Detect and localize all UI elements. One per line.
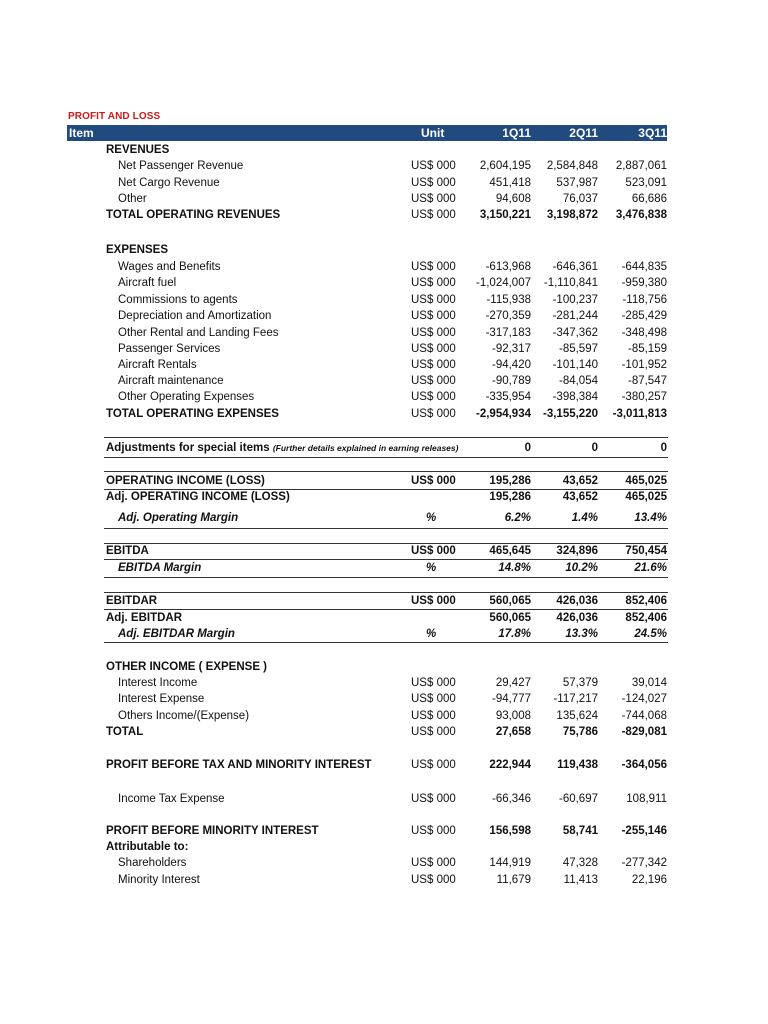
row-2q11: 426,036 [556, 612, 598, 624]
row-unit: US$ 000 [411, 160, 456, 172]
total-row [0, 724, 768, 740]
table-row [0, 325, 768, 341]
row-1q11: 3,150,221 [479, 209, 531, 221]
row-unit: US$ 000 [411, 710, 456, 722]
row-unit: % [426, 562, 437, 574]
row-unit: US$ 000 [411, 545, 456, 557]
adjustments-note: (Further details explained in earning releases) [272, 443, 459, 453]
row-3q11: -744,068 [621, 710, 667, 722]
table-row [0, 675, 768, 691]
row-3q11: 465,025 [625, 491, 667, 503]
row-unit: US$ 000 [411, 677, 456, 689]
row-label: Depreciation and Amortization [118, 310, 272, 322]
row-3q11: -285,429 [621, 310, 667, 322]
row-1q11: 17.8% [498, 628, 531, 640]
row-2q11: 135,624 [556, 710, 598, 722]
profit-before-tax-row [0, 757, 768, 773]
table-row [0, 357, 768, 373]
ebitdar-row [0, 593, 768, 609]
profit-before-minority-row [0, 823, 768, 839]
row-label: Interest Expense [118, 693, 205, 705]
row-3q11: 24.5% [634, 628, 667, 640]
row-1q11: 156,598 [489, 825, 531, 837]
row-1q11: -92,317 [491, 343, 531, 355]
row-3q11: -3,011,813 [612, 408, 667, 420]
row-2q11: 47,328 [562, 857, 598, 869]
row-2q11: 43,652 [562, 475, 598, 487]
row-label: Other [118, 193, 147, 205]
total-row [0, 406, 768, 422]
row-unit: US$ 000 [411, 408, 456, 420]
divider [104, 642, 668, 643]
row-3q11: 465,025 [625, 475, 667, 487]
row-2q11: -117,217 [553, 693, 598, 705]
table-row [0, 708, 768, 724]
row-1q11: 451,418 [489, 177, 531, 189]
row-2q11: -646,361 [552, 261, 598, 273]
row-3q11: 21.6% [634, 562, 667, 574]
row-unit: US$ 000 [411, 277, 456, 289]
row-2q11: 324,896 [556, 545, 598, 557]
row-2q11: 58,741 [562, 825, 598, 837]
table-row [0, 259, 768, 275]
row-label: PROFIT BEFORE TAX AND MINORITY INTEREST [106, 759, 372, 771]
row-1q11: -270,359 [485, 310, 531, 322]
row-unit: US$ 000 [411, 693, 456, 705]
adj-ebitdar-margin-row [0, 626, 768, 642]
table-row [0, 158, 768, 174]
ebitda-margin-row [0, 560, 768, 576]
row-3q11: -829,081 [621, 726, 667, 738]
row-2q11: -347,362 [552, 327, 598, 339]
row-3q11: -364,056 [621, 759, 667, 771]
row-1q11: -2,954,934 [476, 408, 531, 420]
row-1q11: 6.2% [504, 512, 531, 524]
row-1q11: 14.8% [498, 562, 531, 574]
row-2q11: 11,413 [563, 874, 598, 886]
row-2q11: 43,652 [562, 491, 598, 503]
expenses-heading-row [0, 242, 768, 258]
row-unit: % [426, 628, 437, 640]
row-1q11: 29,427 [495, 677, 531, 689]
row-label: PROFIT BEFORE MINORITY INTEREST [106, 825, 319, 837]
divider [104, 457, 668, 458]
header-item: Item [69, 126, 94, 140]
row-3q11: 3,476,838 [615, 209, 667, 221]
row-label: Adj. Operating Margin [118, 512, 239, 524]
row-1q11: 560,065 [489, 595, 531, 607]
row-label: Adj. EBITDAR Margin [118, 628, 235, 640]
row-unit: US$ 000 [411, 327, 456, 339]
attributable-heading: Attributable to: [106, 841, 189, 853]
row-2q11: -398,384 [552, 391, 598, 403]
other-income-heading-row [0, 659, 768, 675]
row-2q11: -3,155,220 [543, 408, 598, 420]
row-2q11: 75,786 [562, 726, 598, 738]
row-label: EBITDA [106, 545, 149, 557]
row-1q11: 11,679 [496, 874, 531, 886]
revenues-heading: REVENUES [106, 144, 170, 156]
row-label: Adj. OPERATING INCOME (LOSS) [106, 491, 290, 503]
row-unit: US$ 000 [411, 261, 456, 273]
row-2q11: 119,438 [557, 759, 598, 771]
row-2q11: 0 [591, 442, 598, 454]
row-3q11: 2,887,061 [615, 160, 667, 172]
row-label: Other Operating Expenses [118, 391, 255, 403]
row-label: Net Passenger Revenue [118, 160, 244, 172]
row-2q11: 57,379 [562, 677, 598, 689]
row-2q11: 1.4% [571, 512, 598, 524]
row-label: Commissions to agents [118, 294, 238, 306]
row-1q11: -317,183 [485, 327, 531, 339]
table-row [0, 691, 768, 707]
row-unit: US$ 000 [411, 759, 456, 771]
row-1q11: 93,008 [495, 710, 531, 722]
row-label: Aircraft maintenance [118, 375, 224, 387]
row-1q11: 0 [524, 442, 531, 454]
divider [104, 471, 668, 472]
row-unit: US$ 000 [411, 391, 456, 403]
row-label: Other Rental and Landing Fees [118, 327, 279, 339]
row-3q11: -348,498 [621, 327, 667, 339]
row-label: Passenger Services [118, 343, 221, 355]
row-unit: % [426, 512, 437, 524]
header-3q11: 3Q11 [638, 126, 667, 140]
row-2q11: -101,140 [552, 359, 598, 371]
row-label: Aircraft fuel [118, 277, 177, 289]
row-3q11: -85,159 [627, 343, 667, 355]
row-2q11: -60,697 [558, 793, 598, 805]
row-3q11: -118,756 [622, 294, 667, 306]
operating-income-row [0, 473, 768, 489]
header-2q11: 2Q11 [569, 126, 598, 140]
divider [104, 528, 668, 529]
row-unit: US$ 000 [411, 793, 456, 805]
row-1q11: 222,944 [489, 759, 531, 771]
table-row [0, 389, 768, 405]
row-unit: US$ 000 [411, 726, 456, 738]
row-label: Wages and Benefits [118, 261, 221, 273]
row-3q11: -255,146 [621, 825, 667, 837]
table-row [0, 341, 768, 357]
table-row [0, 175, 768, 191]
row-3q11: 852,406 [625, 595, 667, 607]
row-label: Net Cargo Revenue [118, 177, 220, 189]
row-unit: US$ 000 [411, 825, 456, 837]
row-2q11: 2,584,848 [546, 160, 598, 172]
row-label: Others Income/(Expense) [118, 710, 250, 722]
row-label: EBITDAR [106, 595, 158, 607]
row-unit: US$ 000 [411, 475, 456, 487]
row-2q11: 13.3% [565, 628, 598, 640]
table-row [0, 275, 768, 291]
row-2q11: 3,198,872 [546, 209, 598, 221]
row-label: Interest Income [118, 677, 198, 689]
row-3q11: 22,196 [631, 874, 667, 886]
adj-ebitdar-row [0, 610, 768, 626]
table-row [0, 872, 768, 888]
row-1q11: -94,777 [491, 693, 531, 705]
table-row [0, 373, 768, 389]
row-1q11: 195,286 [489, 475, 531, 487]
row-1q11: -94,420 [491, 359, 531, 371]
row-3q11: -124,027 [621, 693, 667, 705]
row-3q11: -380,257 [621, 391, 667, 403]
row-label: Aircraft Rentals [118, 359, 197, 371]
row-label: EBITDA Margin [118, 562, 202, 574]
table-row [0, 855, 768, 871]
row-unit: US$ 000 [411, 343, 456, 355]
row-3q11: -959,380 [621, 277, 667, 289]
row-3q11: 750,454 [625, 545, 667, 557]
row-unit: US$ 000 [411, 359, 456, 371]
row-unit: US$ 000 [411, 310, 456, 322]
row-label: Adj. EBITDAR [106, 612, 183, 624]
adj-operating-income-row [0, 489, 768, 505]
row-3q11: 13.4% [634, 512, 667, 524]
row-2q11: 10.2% [565, 562, 598, 574]
page-title: PROFIT AND LOSS [68, 111, 161, 122]
row-unit: US$ 000 [411, 375, 456, 387]
row-label: Minority Interest [118, 874, 200, 886]
header-unit: Unit [421, 126, 445, 140]
adjustments-label: Adjustments for special items [106, 442, 270, 454]
row-2q11: -85,597 [558, 343, 598, 355]
row-2q11: 426,036 [556, 595, 598, 607]
income-tax-row [0, 791, 768, 807]
row-1q11: -335,954 [485, 391, 531, 403]
adj-operating-margin-row [0, 510, 768, 526]
row-2q11: -1,110,841 [543, 277, 598, 289]
table-row [0, 292, 768, 308]
table-header [67, 125, 667, 141]
row-1q11: 144,919 [489, 857, 531, 869]
row-label: TOTAL OPERATING REVENUES [106, 209, 281, 221]
adjustments-row [0, 440, 768, 456]
row-label [106, 440, 458, 456]
row-label: OPERATING INCOME (LOSS) [106, 475, 265, 487]
row-3q11: 852,406 [625, 612, 667, 624]
row-unit: US$ 000 [411, 294, 456, 306]
revenues-heading-row [0, 142, 768, 158]
row-1q11: -115,938 [486, 294, 531, 306]
row-3q11: 108,911 [626, 793, 667, 805]
row-1q11: 560,065 [489, 612, 531, 624]
row-1q11: -66,346 [491, 793, 531, 805]
row-3q11: -644,835 [621, 261, 667, 273]
header-1q11: 1Q11 [502, 126, 531, 140]
row-1q11: 2,604,195 [479, 160, 531, 172]
table-row [0, 191, 768, 207]
row-3q11: 0 [660, 442, 667, 454]
row-1q11: 195,286 [489, 491, 531, 503]
row-1q11: -1,024,007 [476, 277, 531, 289]
row-unit: US$ 000 [411, 857, 456, 869]
row-unit: US$ 000 [411, 193, 456, 205]
row-label: Shareholders [118, 857, 187, 869]
row-2q11: 537,987 [556, 177, 598, 189]
row-2q11: -281,244 [552, 310, 598, 322]
row-unit: US$ 000 [411, 209, 456, 221]
row-3q11: -277,342 [621, 857, 667, 869]
other-income-heading: OTHER INCOME ( EXPENSE ) [106, 661, 268, 673]
row-2q11: -100,237 [552, 294, 598, 306]
row-3q11: -87,547 [627, 375, 667, 387]
row-1q11: 465,645 [489, 545, 531, 557]
row-3q11: -101,952 [621, 359, 667, 371]
row-label: TOTAL [106, 726, 144, 738]
row-1q11: -90,789 [491, 375, 531, 387]
row-1q11: -613,968 [485, 261, 531, 273]
divider [104, 577, 668, 578]
row-unit: US$ 000 [411, 177, 456, 189]
divider [104, 437, 668, 438]
row-1q11: 27,658 [495, 726, 531, 738]
row-unit: US$ 000 [411, 595, 456, 607]
expenses-heading: EXPENSES [106, 244, 168, 256]
total-row [0, 207, 768, 223]
ebitda-row [0, 543, 768, 559]
row-2q11: 76,037 [562, 193, 598, 205]
table-row [0, 308, 768, 324]
attributable-heading-row [0, 839, 768, 855]
row-1q11: 94,608 [495, 193, 531, 205]
row-label: TOTAL OPERATING EXPENSES [106, 408, 279, 420]
row-3q11: 523,091 [625, 177, 667, 189]
row-label: Income Tax Expense [118, 793, 225, 805]
row-3q11: 39,014 [631, 677, 667, 689]
row-2q11: -84,054 [558, 375, 598, 387]
row-unit: US$ 000 [411, 874, 456, 886]
row-3q11: 66,686 [631, 193, 667, 205]
